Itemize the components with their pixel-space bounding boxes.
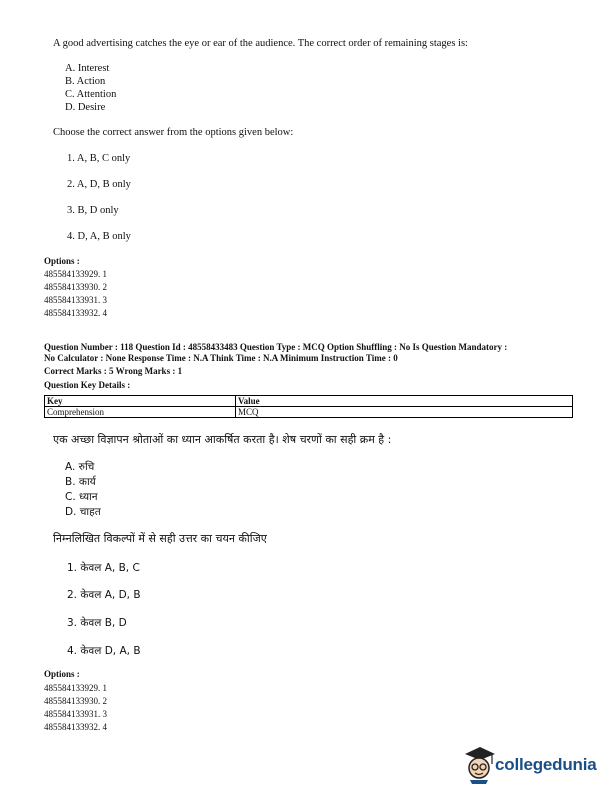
q1-item: B. Action <box>65 76 106 87</box>
key-details-table <box>44 395 573 418</box>
q2-item: C. ध्यान <box>65 491 98 503</box>
table-cell: Comprehension <box>45 407 236 418</box>
q1-instruction: Choose the correct answer from the options given below: <box>53 127 294 138</box>
q2-question: एक अच्छा विज्ञापन श्रोताओं का ध्यान आकर्षित करता है। शेष चरणों का सही क्रम है : <box>53 433 392 446</box>
q1-choice: 2. A, D, B only <box>67 179 131 190</box>
question-meta-line1: Question Number : 118 Question Id : 48558433483 Question Type : MCQ Option Shuffling : No Is Question Mandatory : <box>44 342 508 352</box>
q2-item: D. चाहत <box>65 506 101 518</box>
q1-item: D. Desire <box>65 102 106 113</box>
q1-question: A good advertising catches the eye or ear of the audience. The correct order of remaining stages is: <box>53 38 468 49</box>
q2-item: B. कार्य <box>65 476 96 488</box>
q2-options-label: Options : <box>44 669 80 679</box>
q2-option-id: 485584133930. 2 <box>44 696 107 706</box>
graduate-mascot-icon <box>462 744 496 784</box>
q1-choice: 4. D, A, B only <box>67 231 131 242</box>
q2-choice: 1. केवल A, B, C <box>67 562 140 574</box>
q1-option-id: 485584133930. 2 <box>44 282 107 292</box>
q2-item: A. रुचि <box>65 461 95 473</box>
marks-line: Correct Marks : 5 Wrong Marks : 1 <box>44 366 183 376</box>
q2-option-id: 485584133931. 3 <box>44 709 107 719</box>
table-cell: MCQ <box>236 407 573 418</box>
q1-option-id: 485584133929. 1 <box>44 269 107 279</box>
collegedunia-wordmark: collegedunia <box>495 755 597 774</box>
q2-option-id: 485584133932. 4 <box>44 722 107 732</box>
q1-option-id: 485584133932. 4 <box>44 308 107 318</box>
q2-choice: 4. केवल D, A, B <box>67 645 141 657</box>
q1-choice: 3. B, D only <box>67 205 119 216</box>
table-row <box>45 407 573 418</box>
q2-choice: 3. केवल B, D <box>67 617 127 629</box>
table-header-key: Key <box>45 396 236 407</box>
table-header-value: Value <box>236 396 573 407</box>
q1-choice: 1. A, B, C only <box>67 153 131 164</box>
q2-choice: 2. केवल A, D, B <box>67 589 141 601</box>
q2-option-id: 485584133929. 1 <box>44 683 107 693</box>
key-details-label: Question Key Details : <box>44 380 131 390</box>
q1-option-id: 485584133931. 3 <box>44 295 107 305</box>
q1-options-label: Options : <box>44 256 80 266</box>
q1-item: A. Interest <box>65 63 110 74</box>
question-meta-line2: No Calculator : None Response Time : N.A Think Time : N.A Minimum Instruction Time : 0 <box>44 353 398 363</box>
q1-item: C. Attention <box>65 89 117 100</box>
table-header-row <box>45 396 573 407</box>
q2-instruction: निम्नलिखित विकल्पों में से सही उत्तर का चयन कीजिए <box>53 532 267 545</box>
